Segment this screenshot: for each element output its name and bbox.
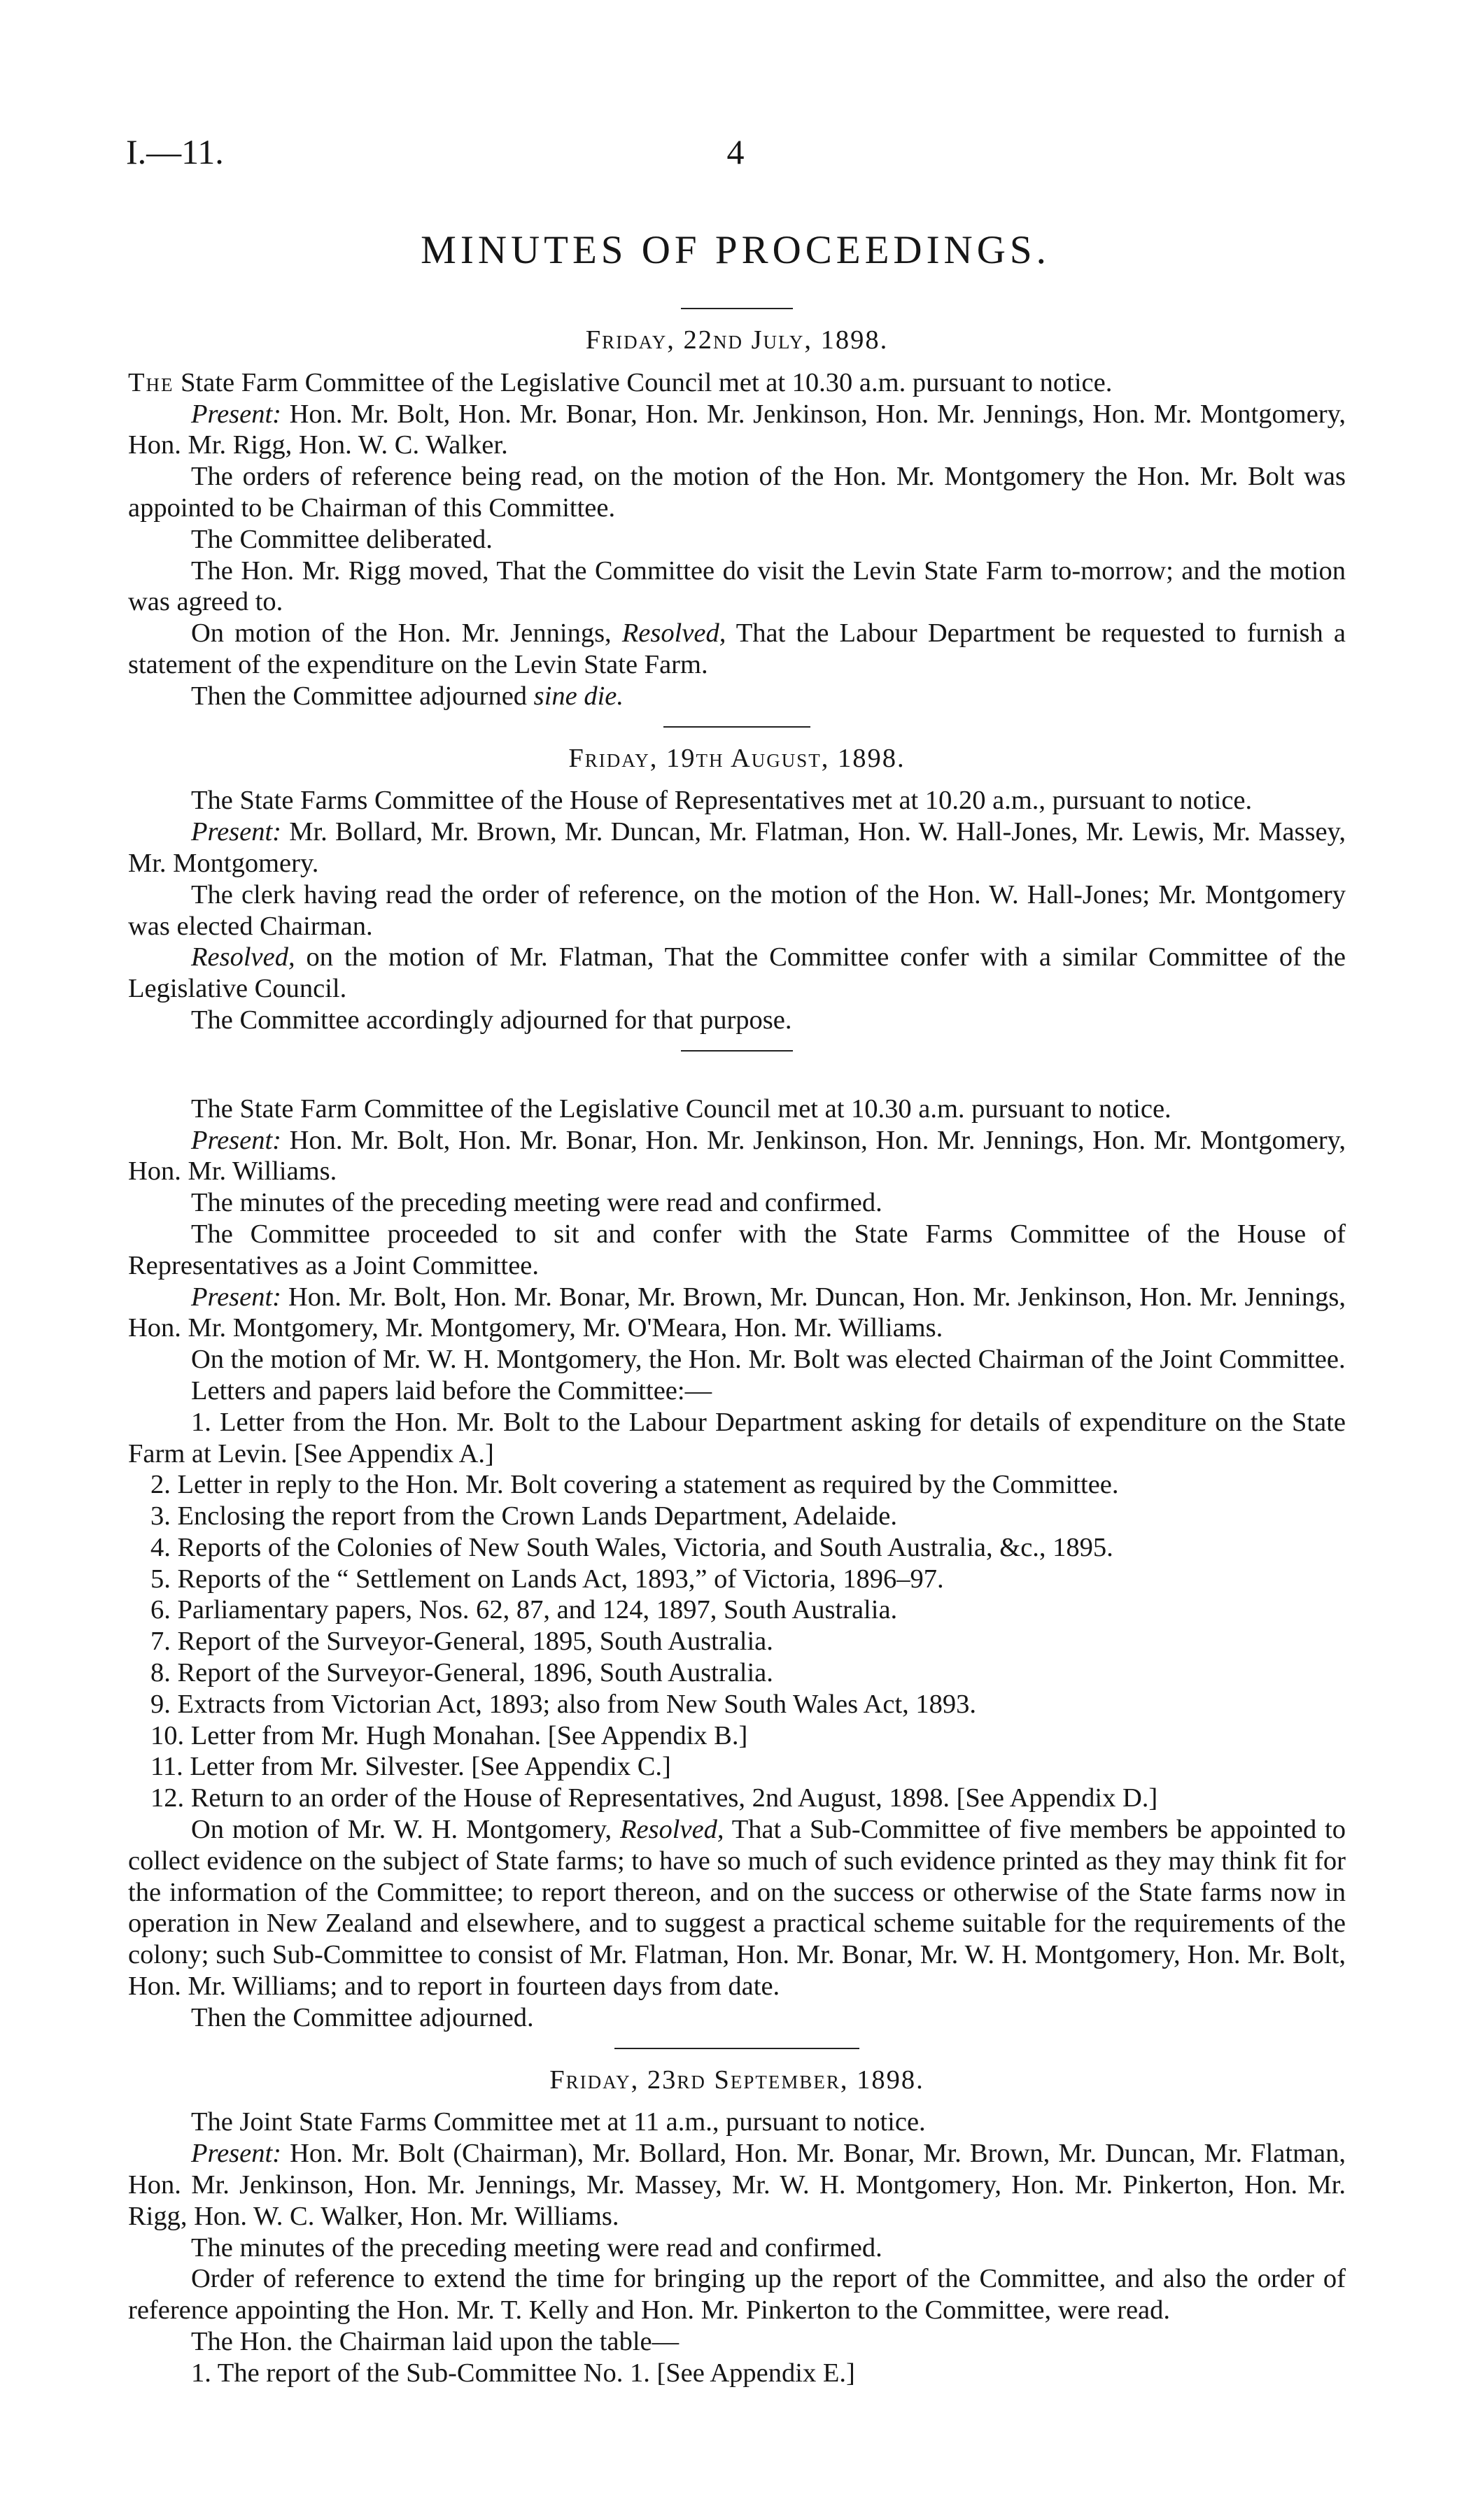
paragraph: The minutes of the preceding meeting were read and confirmed.	[191, 1188, 882, 1218]
list-item: 8. Report of the Surveyor-General, 1896, South Australia.	[150, 1658, 773, 1688]
paragraph: The Hon. Mr. Rigg moved, That the Committee do visit the Levin State Farm to-morrow; and the motion was agreed to.	[128, 555, 1346, 617]
section-date: Friday, 22nd July, 1898.	[585, 325, 889, 355]
paragraph: The Joint State Farms Committee met at 11 a.m., pursuant to notice.	[191, 2107, 926, 2137]
present-paragraph: Present: Mr. Bollard, Mr. Brown, Mr. Duncan, Mr. Flatman, Hon. W. Hall-Jones, Mr. Lewis, Mr. Massey, Mr. Montgomery.	[128, 817, 1346, 878]
present-paragraph: Present: Hon. Mr. Bolt, Hon. Mr. Bonar, Mr. Brown, Mr. Duncan, Hon. Mr. Jenkinson, Hon. Mr. Jennings, Hon. Mr. Montgomery, Mr. Montgomery, Mr. O'Meara, Hon. Mr. Williams.	[128, 1282, 1346, 1343]
section-divider	[663, 726, 810, 728]
paragraph: The orders of reference being read, on the motion of the Hon. Mr. Montgomery the Hon. Mr. Bolt was appointed to be Chairman of this Committee.	[128, 462, 1346, 523]
present-paragraph: Present: Hon. Mr. Bolt, Hon. Mr. Bonar, Hon. Mr. Jenkinson, Hon. Mr. Jennings, Hon. Mr. Montgomery, Hon. Mr. Williams.	[128, 1125, 1346, 1187]
paragraph: Order of reference to extend the time for bringing up the report of the Committee, and also the order of reference appointing the Hon. Mr. T. Kelly and Hon. Mr. Pinkerton to the Committee, were read.	[128, 2264, 1346, 2326]
list-item: 1. The report of the Sub-Committee No. 1. [See Appendix E.]	[191, 2358, 855, 2388]
list-item: 2. Letter in reply to the Hon. Mr. Bolt covering a statement as required by the Committee.	[150, 1470, 1119, 1500]
paragraph: Then the Committee adjourned.	[191, 2002, 534, 2032]
section-divider	[681, 1050, 793, 1052]
paragraph: Resolved, on the motion of Mr. Flatman, That the Committee confer with a similar Committee of the Legislative Council.	[128, 942, 1346, 1004]
section-date: Friday, 23rd September, 1898.	[549, 2065, 924, 2095]
list-item: 3. Enclosing the report from the Crown Lands Department, Adelaide.	[150, 1501, 898, 1531]
present-paragraph: Present: Hon. Mr. Bolt, Hon. Mr. Bonar, Hon. Mr. Jenkinson, Hon. Mr. Jennings, Hon. Mr. Montgomery, Hon. Mr. Rigg, Hon. W. C. Walker.	[128, 399, 1346, 460]
document-reference: I.—11.	[126, 132, 224, 171]
paragraph: The Hon. the Chairman laid upon the table—	[191, 2327, 680, 2357]
list-item: 5. Reports of the “ Settlement on Lands Act, 1893,” of Victoria, 1896–97.	[150, 1564, 944, 1594]
paragraph: The Committee accordingly adjourned for that purpose.	[191, 1005, 792, 1035]
paragraph: On motion of Mr. W. H. Montgomery, Resolved, That a Sub-Committee of five members be appointed to collect evidence on the subject of State farms; to have so much of such evidence printed as they may think fit for the information of the Committee; to report thereon, and on the success or otherwise of the State farms now in operation in New Zealand and elsewhere, and to suggest a practical scheme suitable for the requirements of the colony; such Sub-Committee to consist of Mr. Flatman, Hon. Mr. Bonar, Mr. W. H. Montgomery, Hon. Mr. Bolt, Hon. Mr. Williams; and to report in fourteen days from date.	[128, 1815, 1346, 2002]
paragraph: Letters and papers laid before the Committee:—	[191, 1375, 712, 1406]
page-number: 4	[726, 132, 745, 171]
section-date: Friday, 19th August, 1898.	[568, 743, 906, 773]
section-divider	[614, 2048, 859, 2049]
list-item: 7. Report of the Surveyor-General, 1895, South Australia.	[150, 1627, 773, 1657]
page-title: MINUTES OF PROCEEDINGS.	[421, 228, 1050, 272]
title-divider	[681, 308, 793, 309]
paragraph: On the motion of Mr. W. H. Montgomery, the Hon. Mr. Bolt was elected Chairman of the Joint Committee.	[191, 1345, 1346, 1375]
list-item: 10. Letter from Mr. Hugh Monahan. [See Appendix B.]	[150, 1720, 748, 1750]
paragraph: The State Farms Committee of the House of Representatives met at 10.20 a.m., pursuant to notice.	[191, 786, 1253, 816]
list-item: 9. Extracts from Victorian Act, 1893; also from New South Wales Act, 1893.	[150, 1689, 977, 1719]
paragraph: The Committee proceeded to sit and confer with the State Farms Committee of the House of Representatives as a Joint Committee.	[128, 1219, 1346, 1280]
list-item: 12. Return to an order of the House of Representatives, 2nd August, 1898. [See Appendix D.]	[150, 1783, 1158, 1813]
paragraph: On motion of the Hon. Mr. Jennings, Resolved, That the Labour Department be requested to furnish a statement of the expenditure on the Levin State Farm.	[128, 618, 1346, 679]
list-item: 1. Letter from the Hon. Mr. Bolt to the Labour Department asking for details of expenditure on the State Farm at Levin. [See Appendix A.]	[128, 1407, 1346, 1468]
present-paragraph: Present: Hon. Mr. Bolt (Chairman), Mr. Bollard, Hon. Mr. Bonar, Mr. Brown, Mr. Duncan, Mr. Flatman, Hon. Mr. Jenkinson, Hon. Mr. Jennings, Mr. Massey, Mr. W. H. Montgomery, Hon. Mr. Pinkerton, Hon. Mr. Rigg, Hon. W. C. Walker, Hon. Mr. Williams.	[128, 2139, 1346, 2231]
paragraph: The clerk having read the order of reference, on the motion of the Hon. W. Hall-Jones; Mr. Montgomery was elected Chairman.	[128, 879, 1346, 941]
paragraph: The State Farm Committee of the Legislative Council met at 10.30 a.m. pursuant to notice.	[128, 367, 1113, 397]
paragraph: Then the Committee adjourned sine die.	[191, 681, 624, 711]
paragraph: The State Farm Committee of the Legislative Council met at 10.30 a.m. pursuant to notice.	[191, 1093, 1171, 1124]
paragraph: The Committee deliberated.	[191, 524, 493, 554]
list-item: 4. Reports of the Colonies of New South Wales, Victoria, and South Australia, &c., 1895.	[150, 1532, 1113, 1562]
paragraph: The minutes of the preceding meeting were read and confirmed.	[191, 2232, 882, 2263]
list-item: 11. Letter from Mr. Silvester. [See Appendix C.]	[150, 1752, 671, 1782]
list-item: 6. Parliamentary papers, Nos. 62, 87, and 124, 1897, South Australia.	[150, 1595, 898, 1625]
minutes-body	[128, 294, 1346, 2389]
